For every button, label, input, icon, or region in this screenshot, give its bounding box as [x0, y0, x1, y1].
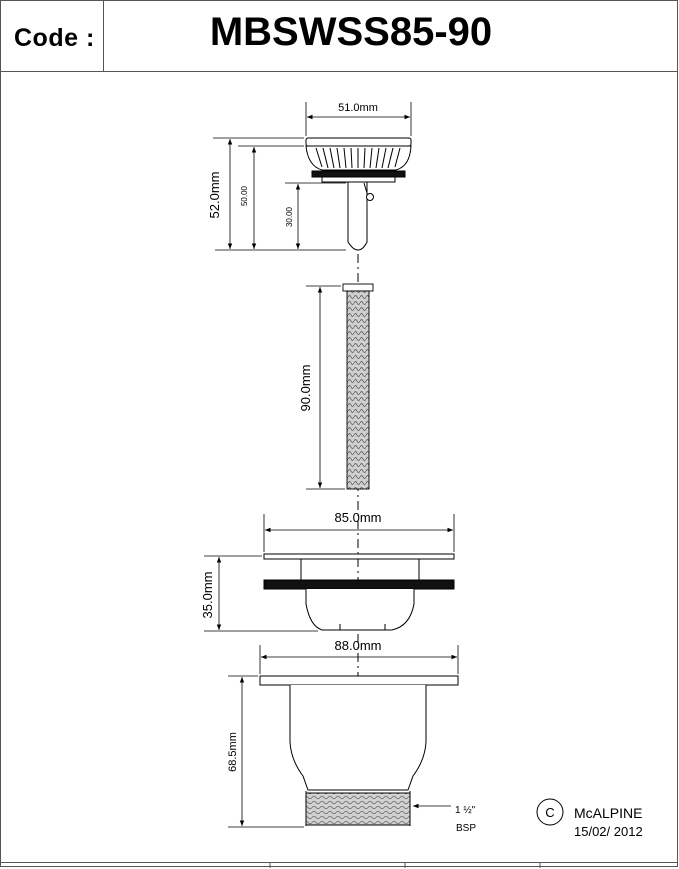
dim-30-label: 30.00 — [285, 206, 294, 228]
dim-35-label: 35.0mm — [200, 571, 215, 619]
connecting-bolt — [343, 284, 373, 489]
dim-50-label: 50.00 — [240, 185, 249, 207]
dim-51-label: 51.0mm — [338, 102, 378, 114]
thread-size-label: 1 ½" — [455, 805, 476, 816]
dim-68-5-label: 68.5mm — [227, 732, 239, 772]
dim-52-label: 52.0mm — [207, 171, 222, 219]
sink-flange — [264, 554, 454, 630]
copyright-symbol: C — [545, 805, 555, 820]
dim-88-label: 88.0mm — [334, 638, 382, 653]
thread-type-label: BSP — [456, 823, 477, 834]
brand-name: McALPINE — [574, 805, 643, 821]
drawing-date: 15/02/ 2012 — [574, 824, 643, 839]
dim-51 — [306, 102, 411, 136]
strainer-basket — [306, 138, 411, 250]
dim-90-label: 90.0mm — [298, 364, 313, 412]
dim-85-label: 85.0mm — [334, 510, 382, 525]
waste-body — [260, 676, 458, 826]
code-label: Code : — [14, 24, 95, 52]
product-code: MBSWSS85-90 — [209, 10, 493, 54]
